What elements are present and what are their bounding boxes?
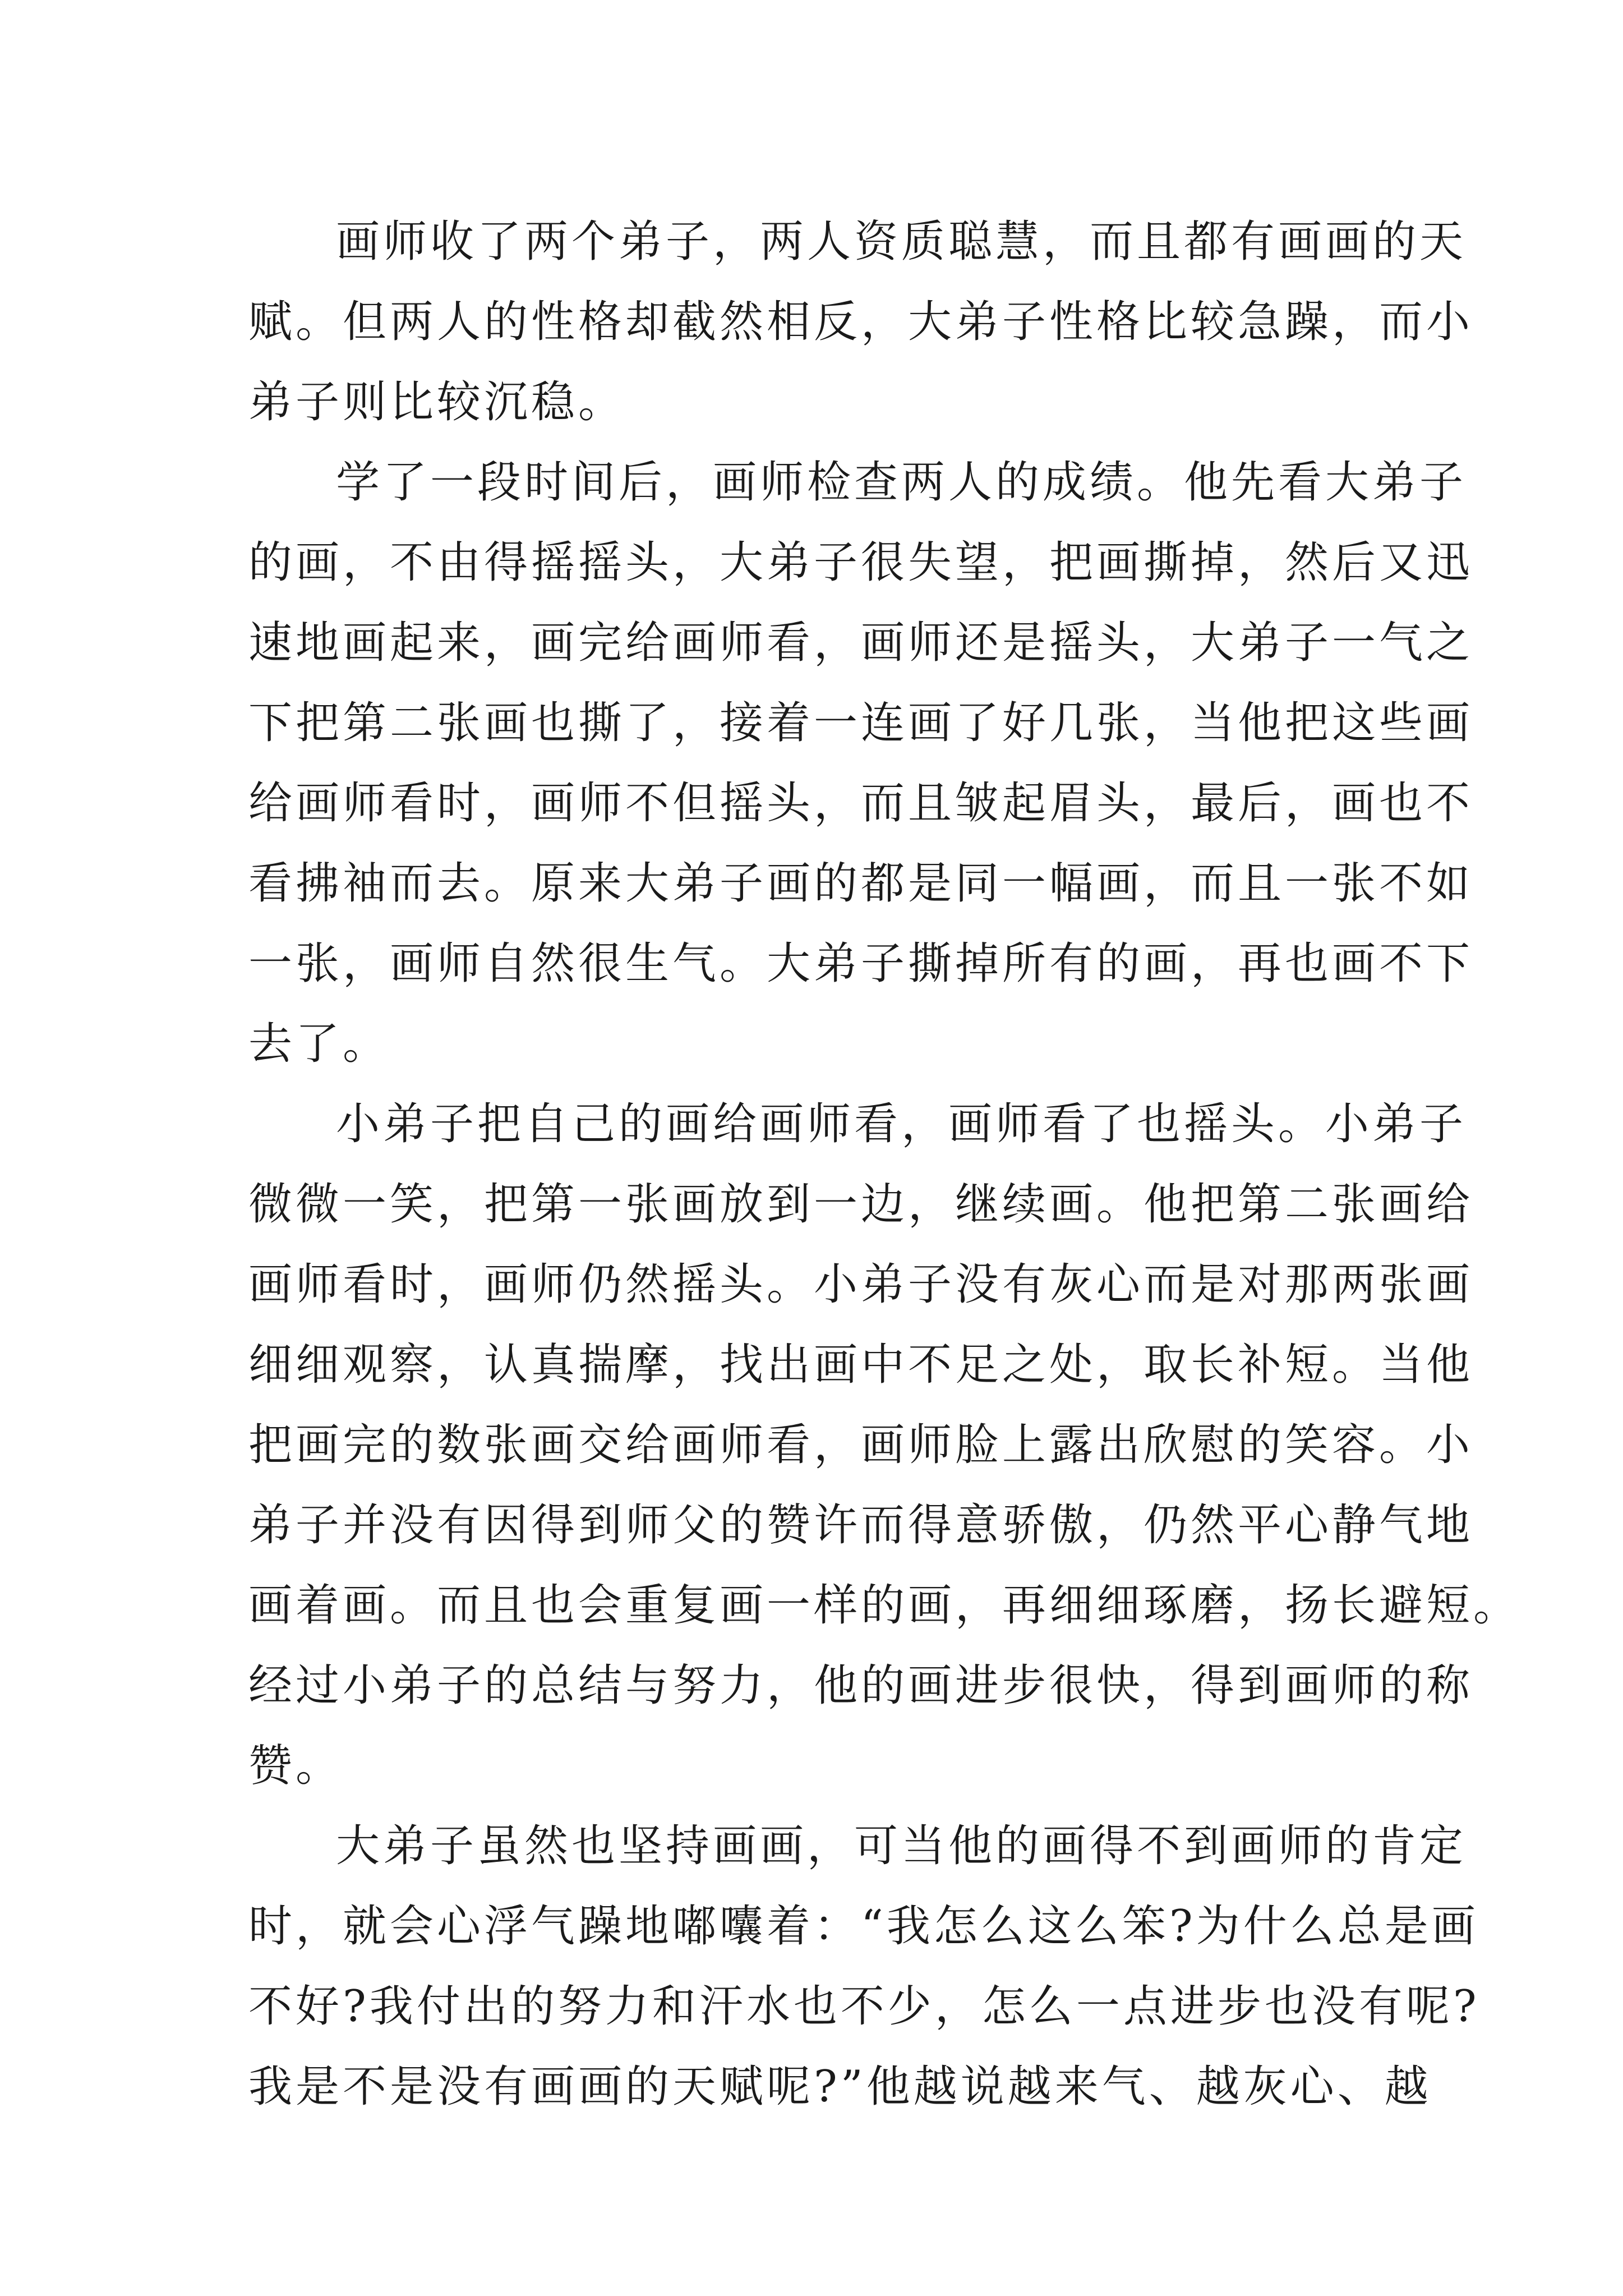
text-line: 把画完的数张画交给画师看，画师脸上露出欣慰的笑容。小 bbox=[248, 1420, 1474, 1470]
text-line: 去了。 bbox=[248, 1019, 390, 1069]
paragraph-3 bbox=[248, 1084, 1521, 1806]
text-line: 赋。但两人的性格却截然相反，大弟子性格比较急躁，而小 bbox=[248, 297, 1474, 347]
text-line: 给画师看时，画师不但摇头，而且皱起眉头，最后，画也不 bbox=[248, 778, 1474, 829]
paragraph-1 bbox=[248, 202, 1474, 443]
text-line: 速地画起来，画完给画师看，画师还是摇头，大弟子一气之 bbox=[248, 618, 1474, 668]
text-line: 大弟子虽然也坚持画画，可当他的画得不到画师的肯定 bbox=[336, 1821, 1467, 1871]
text-line: 画师看时，画师仍然摇头。小弟子没有灰心而是对那两张画 bbox=[248, 1259, 1474, 1310]
text-line: 一张，画师自然很生气。大弟子撕掉所有的画，再也画不下 bbox=[248, 938, 1474, 989]
text-line: 我是不是没有画画的天赋呢?”他越说越来气、越灰心、越 bbox=[248, 2062, 1432, 2112]
text-line: 弟子并没有因得到师父的赞许而得意骄傲，仍然平心静气地 bbox=[248, 1500, 1474, 1550]
text-line: 弟子则比较沉稳。 bbox=[248, 377, 626, 427]
text-line: 的画，不由得摇摇头，大弟子很失望，把画撕掉，然后又迅 bbox=[248, 537, 1474, 588]
text-line: 看拂袖而去。原来大弟子画的都是同一幅画，而且一张不如 bbox=[248, 858, 1474, 909]
text-line: 不好?我付出的努力和汗水也不少，怎么一点进步也没有呢? bbox=[248, 1981, 1480, 2032]
text-line: 学了一段时间后，画师检查两人的成绩。他先看大弟子 bbox=[336, 457, 1467, 508]
text-line: 经过小弟子的总结与努力，他的画进步很快，得到画师的称 bbox=[248, 1660, 1474, 1711]
text-line: 时，就会心浮气躁地嘟囔着：“我怎么这么笨?为什么总是画 bbox=[248, 1901, 1479, 1952]
paragraph-2 bbox=[248, 443, 1474, 1084]
text-line: 画着画。而且也会重复画一样的画，再细细琢磨，扬长避短。 bbox=[248, 1580, 1521, 1631]
text-line: 微微一笑，把第一张画放到一边，继续画。他把第二张画给 bbox=[248, 1179, 1474, 1230]
text-line: 赞。 bbox=[248, 1741, 343, 1791]
paragraph-4 bbox=[248, 1806, 1480, 2127]
text-line: 细细观察，认真揣摩，找出画中不足之处，取长补短。当他 bbox=[248, 1340, 1474, 1390]
text-line: 小弟子把自己的画给画师看，画师看了也摇头。小弟子 bbox=[336, 1099, 1467, 1149]
document-body bbox=[248, 202, 1521, 2127]
text-line: 下把第二张画也撕了，接着一连画了好几张，当他把这些画 bbox=[248, 698, 1474, 748]
text-line: 画师收了两个弟子，两人资质聪慧，而且都有画画的天 bbox=[336, 217, 1467, 267]
